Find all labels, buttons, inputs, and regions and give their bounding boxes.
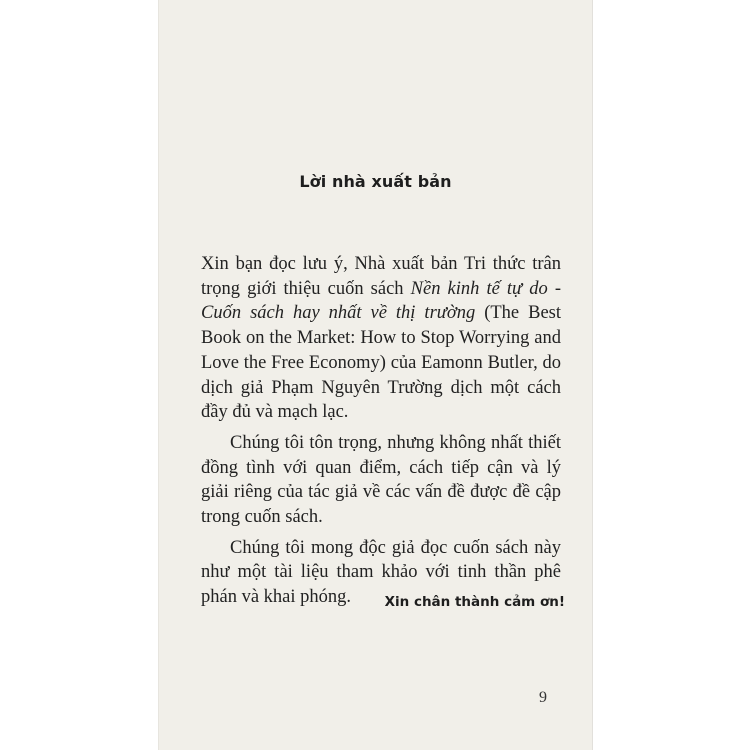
paragraph-3: Chúng tôi mong độc giả đọc cuốn sách này như một tài liệu tham khảo với tinh thần phê phán và khai phóng. [201, 537, 561, 608]
paragraph-2: Chúng tôi tôn trọng, nhưng không nhất thiết đồng tình với quan điểm, cách tiếp cận và lý giải riêng của tác giả về các vấn đề được đề cập trong cuốn sách. [201, 432, 561, 528]
closing-line: Xin chân thành cảm ơn! [384, 594, 565, 610]
page-number: 9 [539, 689, 547, 706]
paragraph-1-rest: (The Best Book on the Market: How to Stop Worrying and Love the Free Economy) của Eamonn Butler, do dịch giả Phạm Nguyên Trường dịch một cách đầy đủ và mạch lạc. [201, 303, 562, 423]
paragraph-1-intro: Xin bạn đọc lưu ý, Nhà xuất bản Tri thức trân trọng giới thiệu cuốn sách [201, 254, 561, 299]
book-page [158, 0, 593, 750]
book-title: Nền kinh tế tự do - Cuốn sách hay nhất về thị trường [201, 278, 561, 324]
body-text [201, 252, 561, 616]
paragraph-1 [201, 252, 561, 425]
page-heading: Lời nhà xuất bản [299, 172, 452, 191]
